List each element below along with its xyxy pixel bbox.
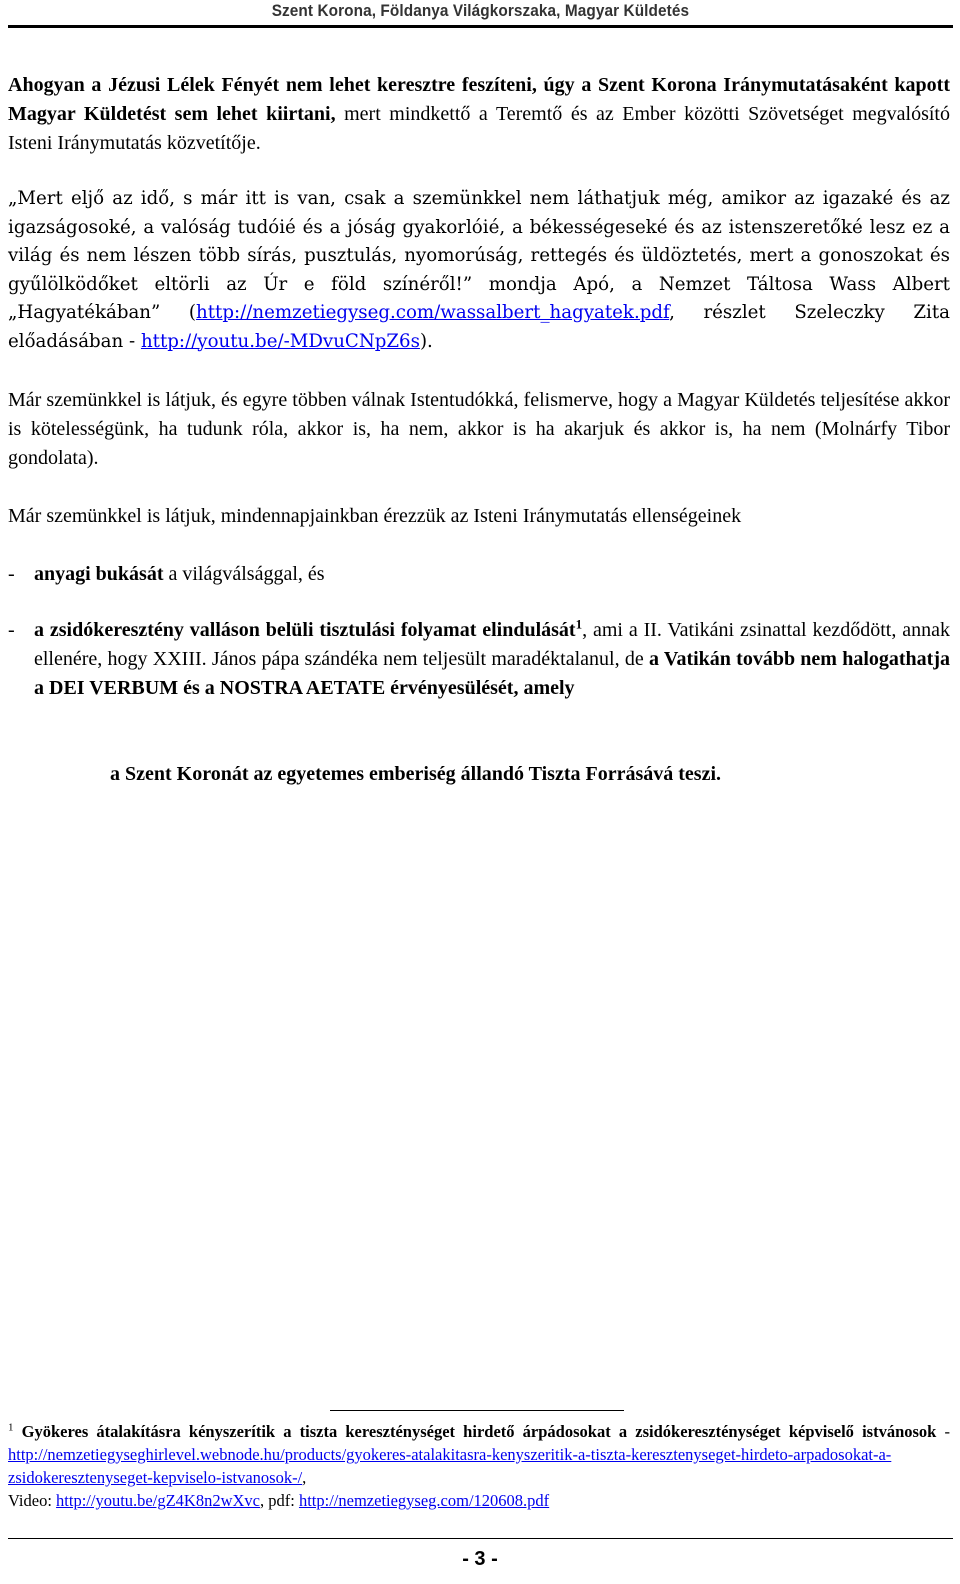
- hagyatek-pdf-link[interactable]: http://nemzetiegyseg.com/wassalbert_hagyatek.pdf: [196, 302, 670, 323]
- intro-rest-text: mert mindkettő a Teremtő és az Ember közötti Szövetséget megvalósító Isteni Iránymutatás közvetítője.: [8, 103, 950, 154]
- intro-paragraph: [8, 71, 950, 158]
- list-dash-2: -: [8, 619, 15, 641]
- list-item-anyagi-bukas: [34, 560, 950, 589]
- list-item-2-rest: , ami a II. Vatikáni zsinattal kezdődött, annak ellenére, hogy XXIII. János pápa szándéka nem teljesült maradéktalanul, de: [34, 619, 950, 670]
- quote-paragraph: [8, 185, 950, 356]
- footnote-number: 1: [8, 1421, 14, 1434]
- footnote-pdf-label: , pdf:: [260, 1491, 299, 1510]
- footnote-video-label: Video:: [8, 1491, 57, 1510]
- footnote-separator: [330, 1410, 624, 1411]
- footer-rule: [8, 1538, 953, 1539]
- conclusion-text: [110, 760, 910, 789]
- paragraph-ellensegek: Már szemünkkel is látjuk, mindennapjainkban érezzük az Isteni Iránymutatás ellenségeinek: [8, 505, 742, 527]
- header-rule: [8, 25, 953, 28]
- intro-bold-text: Ahogyan a Jézusi Lélek Fényét nem lehet keresztre feszíteni, úgy a Szent Korona Iránymutatásaként kapott Magyar Küldetést sem lehet kiirtani,: [8, 74, 950, 125]
- page-header: [0, 0, 960, 21]
- quote-text: „Mert eljő az idő, s már itt is van, csak a szemünkkel nem láthatjuk még, amikor az igazaké és az igazságosoké, a valóság tudóié és a jóság gyakorlóié, a békességeseké és az istenszeretőké lesz ez a világ és nem lészen több sírás, pusztulás, nyomorúság, rettegés és üldöztetés, mert a gonoszokat és gyűlölködőket eltörli az Úr e föld színéről!”: [8, 188, 950, 295]
- page-number: - 3 -: [462, 1548, 498, 1570]
- footnote-bold-text: Gyökeres átalakításra kényszerítik a tiszta kereszténységet hirdető árpádosokat a zsidókereszténységet képviselő istvánosok: [21, 1422, 937, 1441]
- footnote-reference[interactable]: 1: [575, 616, 583, 632]
- footnote-pdf-link[interactable]: http://nemzetiegyseg.com/120608.pdf: [298, 1491, 550, 1510]
- header-title: Szent Korona, Földanya Világkorszaka, Magyar Küldetés: [271, 2, 689, 20]
- footnote-video-link[interactable]: http://youtu.be/gZ4K8n2wXvc: [56, 1491, 260, 1510]
- quote-attribution-2: , részlet Szeleczky Zita előadásában -: [8, 302, 950, 352]
- list-item-tisztulas: [34, 616, 950, 703]
- paragraph-istentudok: Már szemünkkel is látjuk, és egyre többen válnak Istentudókká, felismerve, hogy a Magyar Küldetés teljesítése akkor is kötelességünk, ha tudunk róla, akkor is, ha nem, akkor is ha akarjuk és akkor is, ha nem (Molnárfy Tibor gondolata).: [8, 389, 950, 469]
- list-item-2-bold-2: a Vatikán tovább nem halogathatja a DEI VERBUM és a NOSTRA AETATE érvényesülését, amely: [34, 648, 950, 699]
- list-item-1-bold: anyagi bukását: [34, 563, 164, 585]
- quote-attribution-3: ).: [419, 330, 433, 352]
- footnote: [8, 1420, 950, 1512]
- webnode-article-link[interactable]: http://nemzetiegyseghirlevel.webnode.hu/products/gyokeres-atalakitasra-kenyszeritik-a-tiszta-keresztenyseget-hirdeto-arpadosokat-a-zsidokeresztenyseget-kepviselo-istvanosok-/: [8, 1445, 892, 1487]
- conclusion-bold: a Szent Koronát az egyetemes emberiség állandó Tiszta Forrásává teszi.: [110, 763, 721, 785]
- footnote-separator-text: -: [936, 1422, 951, 1441]
- list-item-1-rest: a világválsággal, és: [163, 563, 325, 585]
- quote-attribution-1: mondja Apó, a Nemzet Táltosa Wass Albert „Hagyatékában” (: [8, 273, 950, 323]
- list-dash-1: -: [8, 563, 15, 585]
- list-item-2-bold: a zsidókeresztény valláson belüli tisztulási folyamat elindulását: [34, 619, 576, 641]
- szeleczky-video-link[interactable]: http://youtu.be/-MDvuCNpZ6s: [140, 330, 420, 352]
- footnote-comma: ,: [302, 1468, 307, 1487]
